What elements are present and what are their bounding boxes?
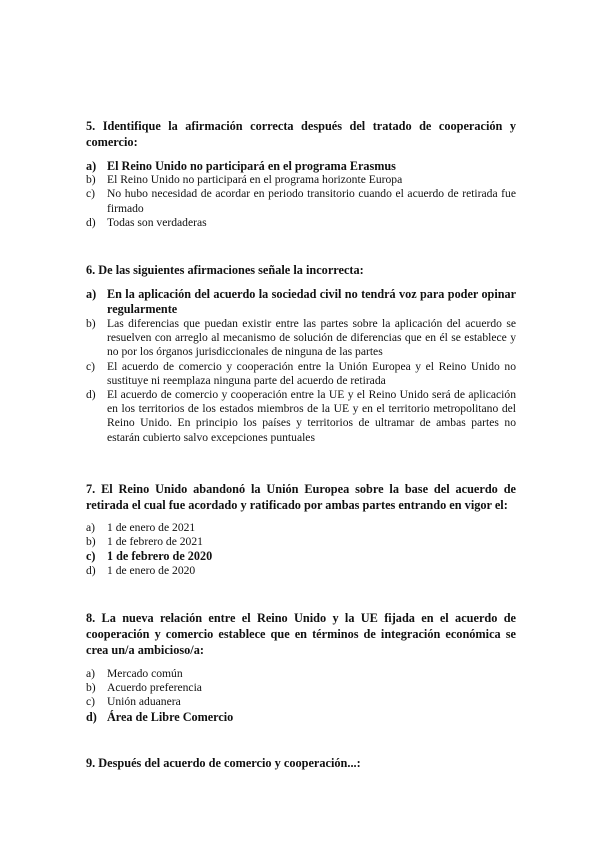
option-text: El Reino Unido no participará en el programa horizonte Europa bbox=[107, 173, 403, 187]
option-b bbox=[86, 681, 516, 695]
option-text: 1 de febrero de 2021 bbox=[107, 535, 203, 549]
option-letter: b) bbox=[86, 681, 96, 695]
question-5 bbox=[86, 118, 516, 230]
option-letter: a) bbox=[86, 287, 97, 301]
option-b bbox=[86, 317, 516, 360]
option-text: No hubo necesidad de acordar en periodo transitorio cuando el acuerdo de retirada fue firmado bbox=[107, 187, 516, 215]
option-text: El acuerdo de comercio y cooperación entre la Unión Europea y el Reino Unido no sustituye ni reemplaza ninguna parte del acuerdo de retirada bbox=[107, 359, 516, 387]
option-letter: c) bbox=[86, 187, 96, 201]
option-text: Acuerdo preferencia bbox=[107, 681, 202, 695]
option-d bbox=[86, 388, 516, 445]
option-text: El Reino Unido no participará en el programa Erasmus bbox=[107, 159, 396, 173]
question-title: 9. Después del acuerdo de comercio y cooperación...: bbox=[86, 756, 361, 770]
option-text: Unión aduanera bbox=[107, 695, 181, 709]
options-list bbox=[86, 159, 516, 230]
option-letter: d) bbox=[86, 709, 97, 724]
option-d bbox=[86, 216, 516, 230]
option-c bbox=[86, 549, 516, 563]
option-a bbox=[86, 521, 516, 535]
option-c bbox=[86, 360, 516, 388]
option-c bbox=[86, 187, 516, 215]
option-text: Las diferencias que puedan existir entre las partes sobre la aplicación del acuerdo se resuelven con arreglo al mecanismo de solución de diferencias que en él se establece y no por los órganos jurisdiccionales de ninguna de las partes bbox=[107, 317, 516, 359]
question-6 bbox=[86, 262, 516, 445]
option-text: 1 de enero de 2021 bbox=[107, 521, 196, 534]
option-a bbox=[86, 667, 516, 681]
option-letter: c) bbox=[86, 549, 96, 564]
option-text: En la aplicación del acuerdo la sociedad civil no tendrá voz para poder opinar regularmente bbox=[107, 287, 516, 316]
option-letter: d) bbox=[86, 388, 96, 402]
question-7 bbox=[86, 481, 516, 578]
option-a bbox=[86, 159, 516, 173]
option-text: 1 de enero de 2020 bbox=[107, 563, 196, 577]
option-letter: b) bbox=[86, 173, 96, 187]
options-list bbox=[86, 521, 516, 578]
option-letter: c) bbox=[86, 695, 96, 709]
option-letter: a) bbox=[86, 159, 97, 173]
options-list bbox=[86, 287, 516, 445]
option-b bbox=[86, 173, 516, 187]
question-title: 7. El Reino Unido abandonó la Unión Europea sobre la base del acuerdo de retirada el cual fue acordado y ratificado por ambas partes entrando en vigor el: bbox=[86, 482, 516, 512]
option-text: El acuerdo de comercio y cooperación entre la UE y el Reino Unido será de aplicación en los territorios de los estados miembros de la UE y en el territorio metropolitano del Reino Unido. En principio los países y territorios de ultramar de ambas partes no estarán cubierto salvo excepciones puntuales bbox=[107, 388, 516, 444]
option-letter: d) bbox=[86, 215, 96, 229]
option-letter: b) bbox=[86, 535, 96, 549]
option-letter: a) bbox=[86, 521, 96, 534]
option-c bbox=[86, 695, 516, 709]
question-title: 8. La nueva relación entre el Reino Unido y la UE fijada en el acuerdo de cooperación y comercio establece que en términos de integración económica se crea un/a ambicioso/a: bbox=[86, 611, 516, 657]
option-text: Todas son verdaderas bbox=[107, 215, 207, 229]
option-text: 1 de febrero de 2020 bbox=[107, 549, 213, 564]
question-title: 5. Identifique la afirmación correcta después del tratado de cooperación y comercio: bbox=[86, 119, 516, 149]
option-letter: b) bbox=[86, 317, 96, 330]
option-letter: d) bbox=[86, 563, 96, 577]
question-title: 6. De las siguientes afirmaciones señale la incorrecta: bbox=[86, 263, 364, 277]
option-letter: a) bbox=[86, 667, 96, 680]
option-a bbox=[86, 287, 516, 317]
option-b bbox=[86, 535, 516, 549]
question-8 bbox=[86, 610, 516, 724]
option-d bbox=[86, 564, 516, 578]
option-text: Área de Libre Comercio bbox=[107, 709, 234, 724]
question-9 bbox=[86, 755, 516, 771]
options-list bbox=[86, 667, 516, 724]
option-letter: c) bbox=[86, 359, 96, 373]
option-text: Mercado común bbox=[107, 667, 183, 680]
option-d bbox=[86, 710, 516, 724]
